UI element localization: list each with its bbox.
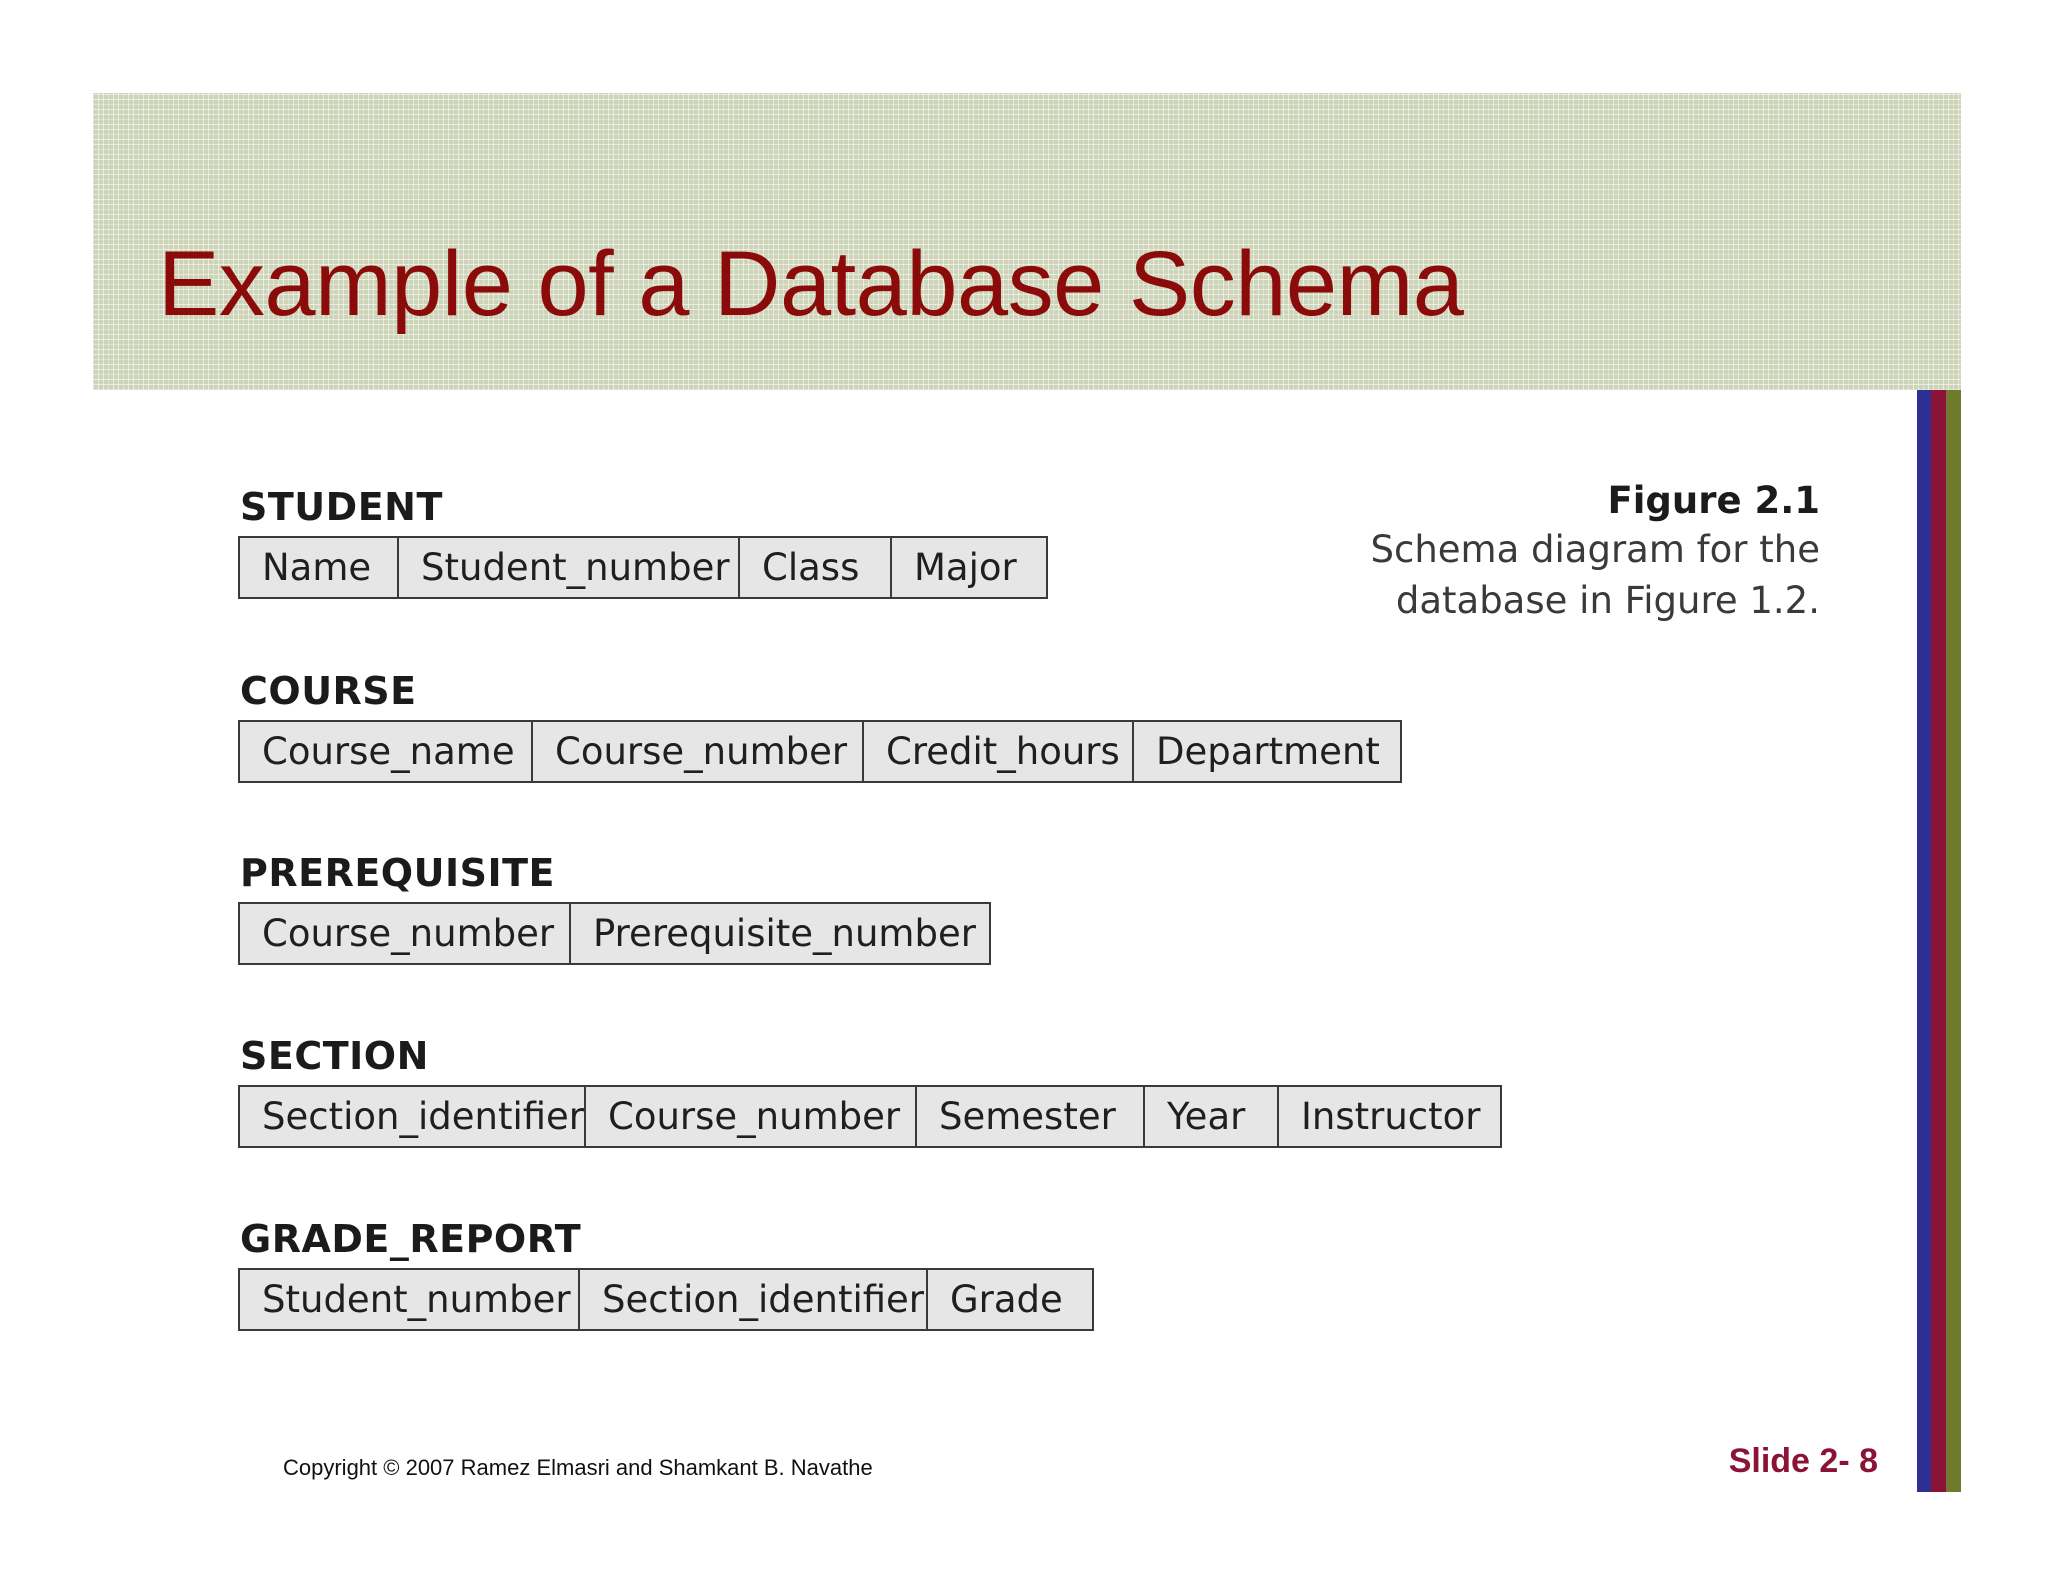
attribute-cell: Course_name	[240, 722, 533, 781]
attribute-cell: Major	[914, 546, 1017, 589]
attribute-cell: Credit_hours	[864, 722, 1134, 781]
relation-student	[238, 485, 1048, 599]
attribute-cell: Section_identifier	[240, 1087, 586, 1146]
attribute-cell: Class	[740, 538, 892, 597]
attribute-cell: Instructor	[1301, 1095, 1481, 1138]
side-bar-blue	[1917, 390, 1931, 1492]
attribute-cell: Prerequisite_number	[593, 912, 976, 955]
figure-caption-line: Schema diagram for the	[1370, 528, 1820, 572]
side-bar-olive	[1946, 390, 1961, 1492]
attribute-row	[238, 1268, 1094, 1331]
relation-name: COURSE	[240, 669, 417, 713]
attribute-cell: Section_identifier	[580, 1270, 928, 1329]
attribute-row	[238, 902, 991, 965]
relation-section	[238, 1034, 1502, 1148]
slide-number: Slide 2- 8	[1728, 1442, 1878, 1480]
relation-name: PREREQUISITE	[240, 851, 555, 895]
figure-label: Figure 2.1	[1607, 479, 1820, 522]
relation-course	[238, 669, 1402, 783]
relation-prerequisite	[238, 851, 991, 965]
relation-name: STUDENT	[240, 485, 443, 529]
attribute-cell: Name	[240, 538, 399, 597]
relation-name: GRADE_REPORT	[240, 1217, 582, 1261]
attribute-row	[238, 536, 1048, 599]
attribute-cell: Student_number	[240, 1270, 580, 1329]
side-decoration-bars	[1917, 390, 1961, 1492]
relation-grade-report	[238, 1217, 1094, 1331]
attribute-cell: Course_number	[533, 722, 864, 781]
attribute-cell: Course_number	[240, 904, 571, 963]
attribute-cell: Student_number	[399, 538, 740, 597]
attribute-cell: Department	[1156, 730, 1380, 773]
figure-caption-line: database in Figure 1.2.	[1395, 579, 1820, 623]
slide-title: Example of a Database Schema	[158, 233, 1464, 335]
attribute-row	[238, 1085, 1502, 1148]
attribute-cell: Semester	[917, 1087, 1145, 1146]
attribute-cell: Year	[1145, 1087, 1279, 1146]
attribute-row	[238, 720, 1402, 783]
attribute-cell: Grade	[950, 1278, 1063, 1321]
figure-caption	[1371, 478, 1821, 626]
copyright-notice: Copyright © 2007 Ramez Elmasri and Shamkant B. Navathe	[283, 1455, 873, 1480]
side-bar-red	[1931, 390, 1946, 1492]
relation-name: SECTION	[240, 1034, 429, 1078]
attribute-cell: Course_number	[586, 1087, 917, 1146]
